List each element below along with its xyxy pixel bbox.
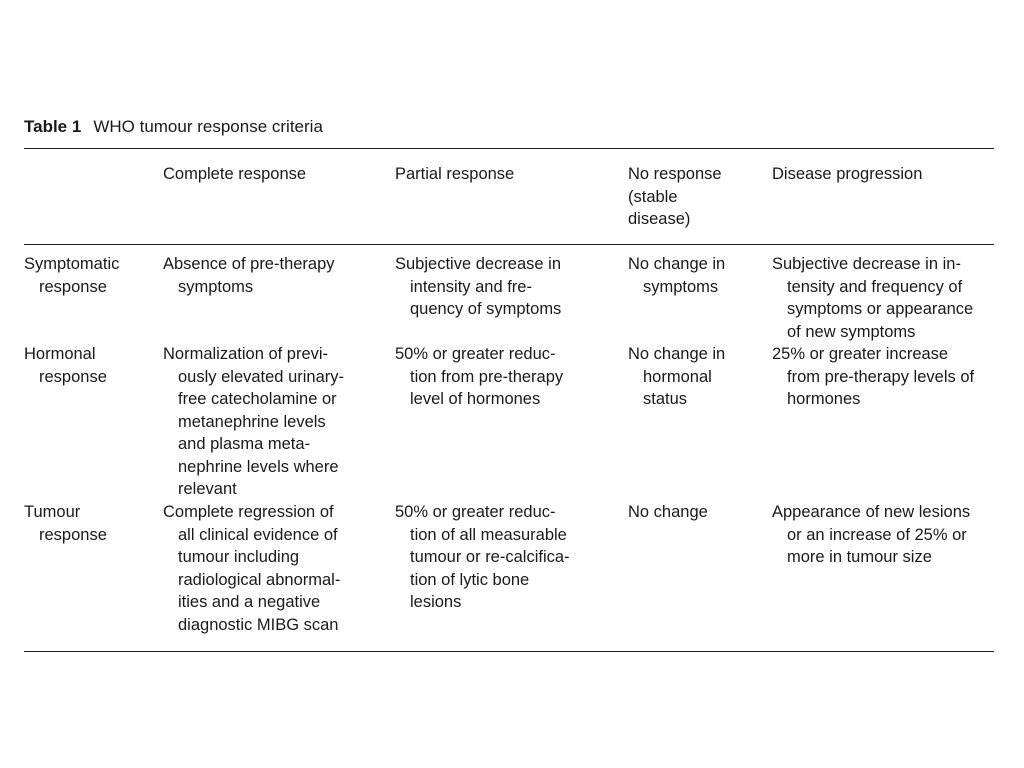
- table-title: WHO tumour response criteria: [93, 117, 323, 136]
- row-label-symptomatic: Symptomatic response: [24, 255, 120, 296]
- table-bottom-rule: [24, 651, 994, 652]
- table-cell: No change in hormonal status: [628, 345, 726, 408]
- header-complete-response: Complete response: [163, 165, 307, 183]
- table-cell: 25% or greater increase from pre-therapy levels of hormones: [772, 345, 975, 408]
- header-partial-response: Partial response: [395, 165, 515, 183]
- table-cell: Subjective decrease in in- tensity and frequency of symptoms or appearance of new symptoms: [772, 255, 974, 341]
- table-cell: Complete regression of all clinical evidence of tumour including radiological abnormal- ities and a negative diagnostic MIBG scan: [163, 503, 341, 634]
- table-cell: 50% or greater reduc- tion of all measurable tumour or re-calcifica- tion of lytic bone lesions: [395, 503, 570, 611]
- table-cell: No change: [628, 503, 708, 521]
- table-number: Table 1: [24, 117, 82, 136]
- table-cell: Normalization of previ- ously elevated urinary- free catecholamine or metanephrine levels and plasma meta- nephrine levels where relevant: [163, 345, 344, 498]
- row-label-tumour: Tumour response: [24, 503, 107, 544]
- table-caption: [24, 116, 323, 138]
- header-no-response: No response (stable disease): [628, 165, 722, 228]
- table-cell: No change in symptoms: [628, 255, 726, 296]
- table-top-rule: [24, 148, 994, 149]
- row-label-hormonal: Hormonal response: [24, 345, 107, 386]
- table-header-rule: [24, 244, 994, 245]
- table-cell: Absence of pre-therapy symptoms: [163, 255, 335, 296]
- table-cell: Subjective decrease in intensity and fre- quency of symptoms: [395, 255, 562, 318]
- header-disease-progression: Disease progression: [772, 165, 923, 183]
- table-cell: Appearance of new lesions or an increase of 25% or more in tumour size: [772, 503, 971, 566]
- table-cell: 50% or greater reduc- tion from pre-therapy level of hormones: [395, 345, 564, 408]
